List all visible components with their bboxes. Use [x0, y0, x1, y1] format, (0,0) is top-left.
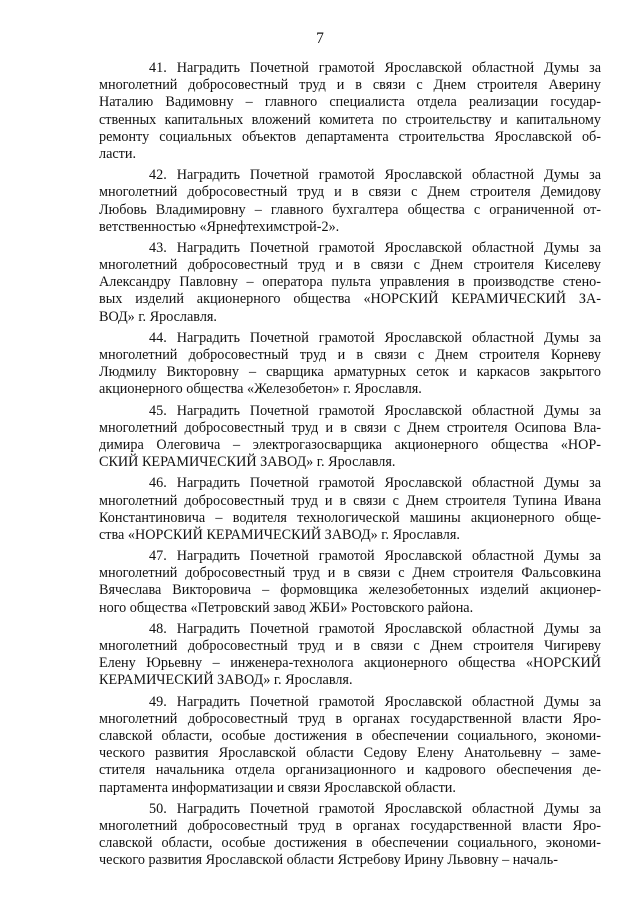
paragraph-line: акционерного общества «Железобетон» г. Ярославля. — [99, 381, 422, 398]
paragraph-first-line: 42. Наградить Почетной грамотой Ярославской областной Думы за — [149, 167, 601, 184]
paragraph-first-line: 41. Наградить Почетной грамотой Ярославской областной Думы за — [149, 60, 601, 76]
paragraph-first-line: 50. Наградить Почетной грамотой Ярославской областной Думы за — [149, 800, 601, 817]
award-paragraph — [99, 694, 601, 797]
paragraph-line: ласти. — [99, 145, 137, 162]
paragraph-line: вых изделий акционерного общества «НОРСКИЙ КЕРАМИЧЕСКИЙ ЗА- — [99, 291, 601, 308]
paragraph-line: многолетний добросовестный труд в органах государственной власти Яро- — [99, 710, 601, 727]
paragraph-line: ческого развития Ярославской области Седову Елену Анатольевну – заме- — [99, 745, 601, 762]
paragraph-first-line: 48. Наградить Почетной грамотой Ярославской областной Думы за — [149, 620, 601, 637]
paragraph-line: многолетний добросовестный труд и в связи с Днем строителя Аверину — [99, 77, 601, 94]
paragraph-line: Любовь Владимировну – главного бухгалтера общества с ограниченной от- — [99, 201, 601, 218]
award-paragraph — [99, 240, 601, 326]
paragraph-line: ческого развития Ярославской области Ястребову Ирину Львовну – началь- — [99, 852, 558, 869]
paragraph-line: Вячеслава Викторовича – формовщика железобетонных изделий акционер- — [99, 582, 601, 599]
paragraph-line: многолетний добросовестный труд в органах государственной власти Яро- — [99, 817, 601, 834]
paragraph-line: димира Олеговича – электрогазосварщика акционерного общества «НОР- — [99, 436, 601, 453]
paragraph-line: славской области, особые достижения в обеспечении социального, экономи- — [99, 835, 601, 852]
paragraph-line: ного общества «Петровский завод ЖБИ» Ростовского района. — [99, 599, 474, 616]
award-paragraph — [99, 60, 601, 163]
paragraph-line: партамента информатизации и связи Ярославской области. — [99, 779, 456, 796]
paragraph-first-line: 44. Наградить Почетной грамотой Ярославской областной Думы за — [149, 329, 601, 346]
paragraph-line: КЕРАМИЧЕСКИЙ ЗАВОД» г. Ярославля. — [99, 672, 353, 689]
paragraph-first-line: 46. Наградить Почетной грамотой Ярославской областной Думы за — [149, 475, 601, 492]
paragraph-line: Александру Павловну – оператора пульта управления в производстве стено- — [99, 274, 601, 291]
paragraph-first-line: 49. Наградить Почетной грамотой Ярославской областной Думы за — [149, 693, 601, 710]
paragraph-line: ВОД» г. Ярославля. — [99, 308, 217, 325]
paragraph-line: ремонту социальных объектов департамента строительства Ярославской об- — [99, 128, 601, 145]
paragraph-first-line: 43. Наградить Почетной грамотой Ярославской областной Думы за — [149, 239, 601, 256]
document-body — [99, 60, 601, 873]
paragraph-line: многолетний добросовестный труд и в связи с Днем строителя Корневу — [99, 347, 601, 363]
paragraph-line: ветственностью «Ярнефтехимстрой-2». — [99, 218, 340, 235]
paragraph-first-line: 47. Наградить Почетной грамотой Ярославской областной Думы за — [149, 548, 601, 565]
award-paragraph — [99, 475, 601, 544]
paragraph-line: СКИЙ КЕРАМИЧЕСКИЙ ЗАВОД» г. Ярославля. — [99, 454, 396, 471]
paragraph-line: многолетний добросовестный труд и в связи с Днем строителя Фальсовкина — [99, 565, 601, 582]
paragraph-line: ства «НОРСКИЙ КЕРАМИЧЕСКИЙ ЗАВОД» г. Ярославля. — [99, 526, 460, 543]
award-paragraph — [99, 330, 601, 399]
award-paragraph — [99, 621, 601, 690]
paragraph-line: многолетний добросовестный труд и в связи с Днем строителя Чигиреву — [99, 638, 601, 654]
paragraph-line: Елену Юрьевну – инженера-технолога акционерного общества «НОРСКИЙ — [99, 655, 601, 672]
paragraph-line: многолетний добросовестный труд и в связи с Днем строителя Демидову — [99, 184, 601, 201]
award-paragraph — [99, 801, 601, 870]
paragraph-line: ственных капитальных вложений комитета по строительству и капитальному — [99, 111, 601, 128]
page-number: 7 — [316, 30, 324, 47]
award-paragraph — [99, 167, 601, 236]
paragraph-line: славской области, особые достижения в обеспечении социального, экономи- — [99, 727, 601, 744]
paragraph-line: Константиновича – водителя технологической машины акционерного обще- — [99, 509, 601, 526]
paragraph-line: многолетний добросовестный труд и в связи с Днем строителя Тупина Ивана — [99, 492, 601, 509]
paragraph-line: Наталию Вадимовну – главного специалиста отдела реализации государ- — [99, 94, 601, 111]
paragraph-line: многолетний добросовестный труд и в связи с Днем строителя Киселеву — [99, 257, 601, 274]
award-paragraph — [99, 403, 601, 472]
paragraph-line: многолетний добросовестный труд и в связи с Днем строителя Осипова Вла- — [99, 419, 601, 436]
paragraph-line: Людмилу Викторовну – сварщика арматурных сеток и каркасов закрытого — [99, 364, 601, 381]
award-paragraph — [99, 548, 601, 617]
paragraph-first-line: 45. Наградить Почетной грамотой Ярославской областной Думы за — [149, 402, 601, 419]
paragraph-line: стителя начальника отдела организационного и кадрового обеспечения де- — [99, 762, 601, 779]
